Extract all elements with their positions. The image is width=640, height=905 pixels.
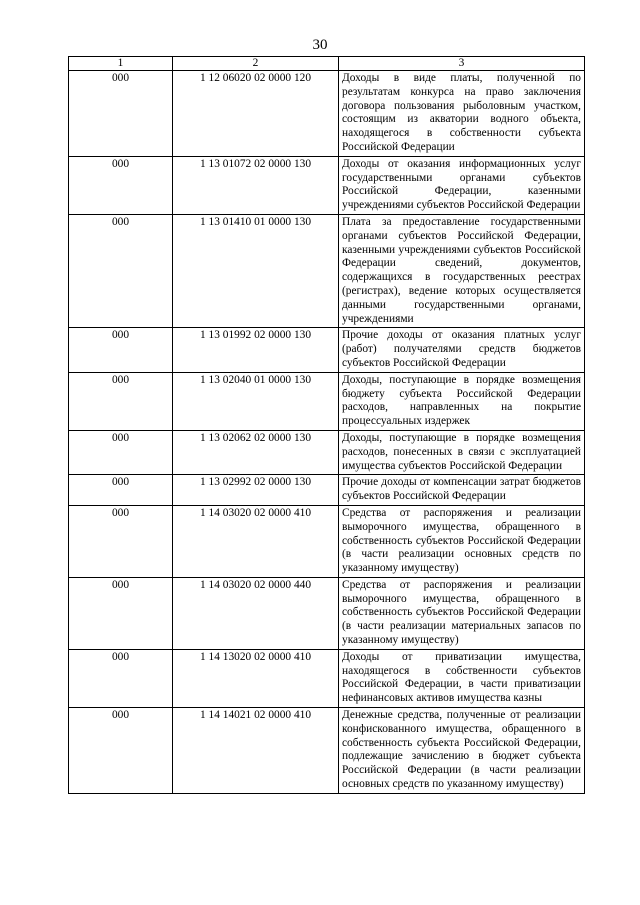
budget-code-cell: 1 13 02040 01 0000 130: [173, 372, 339, 430]
admin-code-cell: 000: [69, 577, 173, 649]
admin-code-cell: 000: [69, 214, 173, 327]
description-cell: Доходы от оказания информационных услуг государственными органами субъектов Российской Федерации, казенными учреждениями субъектов Российской Федерации: [339, 156, 585, 214]
column-header-1: 1: [69, 57, 173, 71]
table-row: [69, 430, 585, 474]
admin-code-cell: 000: [69, 71, 173, 157]
admin-code-cell: 000: [69, 475, 173, 506]
budget-code-cell: 1 13 01992 02 0000 130: [173, 328, 339, 372]
table-row: [69, 71, 585, 157]
description-cell: Плата за предоставление государственными органами субъектов Российской Федерации, казенными учреждениями субъектов Российской Федерации сведений, документов, содержащихся в государственных реестрах (регистрах), ведение которых осуществляется данными государственными органами, учреждениями: [339, 214, 585, 327]
table-header-row: [69, 57, 585, 71]
description-cell: Денежные средства, полученные от реализации конфискованного имущества, обращенного в собственность субъекта Российской Федерации, подлежащие зачислению в бюджет субъекта Российской Федерации (в части реализации основных средств по указанному имуществу): [339, 708, 585, 794]
description-cell: Доходы, поступающие в порядке возмещения бюджету субъекта Российской Федерации расходов, направленных на покрытие процессуальных издержек: [339, 372, 585, 430]
page-number: 30: [312, 37, 328, 53]
budget-code-cell: 1 14 03020 02 0000 410: [173, 505, 339, 577]
description-cell: Средства от распоряжения и реализации выморочного имущества, обращенного в собственность субъектов Российской Федерации (в части реализации материальных запасов по указанному имуществу): [339, 577, 585, 649]
budget-code-cell: 1 14 13020 02 0000 410: [173, 649, 339, 707]
admin-code-cell: 000: [69, 505, 173, 577]
table-row: [69, 649, 585, 707]
table-row: [69, 708, 585, 794]
table-row: [69, 505, 585, 577]
admin-code-cell: 000: [69, 649, 173, 707]
budget-code-cell: 1 13 01410 01 0000 130: [173, 214, 339, 327]
table-row: [69, 577, 585, 649]
budget-code-cell: 1 14 03020 02 0000 440: [173, 577, 339, 649]
table-body: [69, 71, 585, 794]
budget-code-cell: 1 13 01072 02 0000 130: [173, 156, 339, 214]
description-cell: Прочие доходы от компенсации затрат бюджетов субъектов Российской Федерации: [339, 475, 585, 506]
column-header-3: 3: [339, 57, 585, 71]
budget-code-cell: 1 12 06020 02 0000 120: [173, 71, 339, 157]
description-cell: Доходы от приватизации имущества, находящегося в собственности субъектов Российской Федерации, в части приватизации нефинансовых активов имущества казны: [339, 649, 585, 707]
budget-code-cell: 1 13 02992 02 0000 130: [173, 475, 339, 506]
admin-code-cell: 000: [69, 156, 173, 214]
admin-code-cell: 000: [69, 372, 173, 430]
description-cell: Прочие доходы от оказания платных услуг (работ) получателями средств бюджетов субъектов Российской Федерации: [339, 328, 585, 372]
admin-code-cell: 000: [69, 430, 173, 474]
admin-code-cell: 000: [69, 328, 173, 372]
table-row: [69, 372, 585, 430]
table-row: [69, 156, 585, 214]
description-cell: Доходы, поступающие в порядке возмещения расходов, понесенных в связи с эксплуатацией имущества субъектов Российской Федерации: [339, 430, 585, 474]
table-row: [69, 214, 585, 327]
table-row: [69, 475, 585, 506]
budget-code-cell: 1 13 02062 02 0000 130: [173, 430, 339, 474]
column-header-2: 2: [173, 57, 339, 71]
description-cell: Средства от распоряжения и реализации выморочного имущества, обращенного в собственность субъектов Российской Федерации (в части реализации основных средств по указанному имуществу): [339, 505, 585, 577]
budget-code-cell: 1 14 14021 02 0000 410: [173, 708, 339, 794]
table-row: [69, 328, 585, 372]
admin-code-cell: 000: [69, 708, 173, 794]
revenue-codes-table: [68, 56, 585, 794]
description-cell: Доходы в виде платы, полученной по результатам конкурса на право заключения договора пользования рыболовным участком, состоящим из акватории водного объекта, находящегося в собственности субъекта Российской Федерации: [339, 71, 585, 157]
